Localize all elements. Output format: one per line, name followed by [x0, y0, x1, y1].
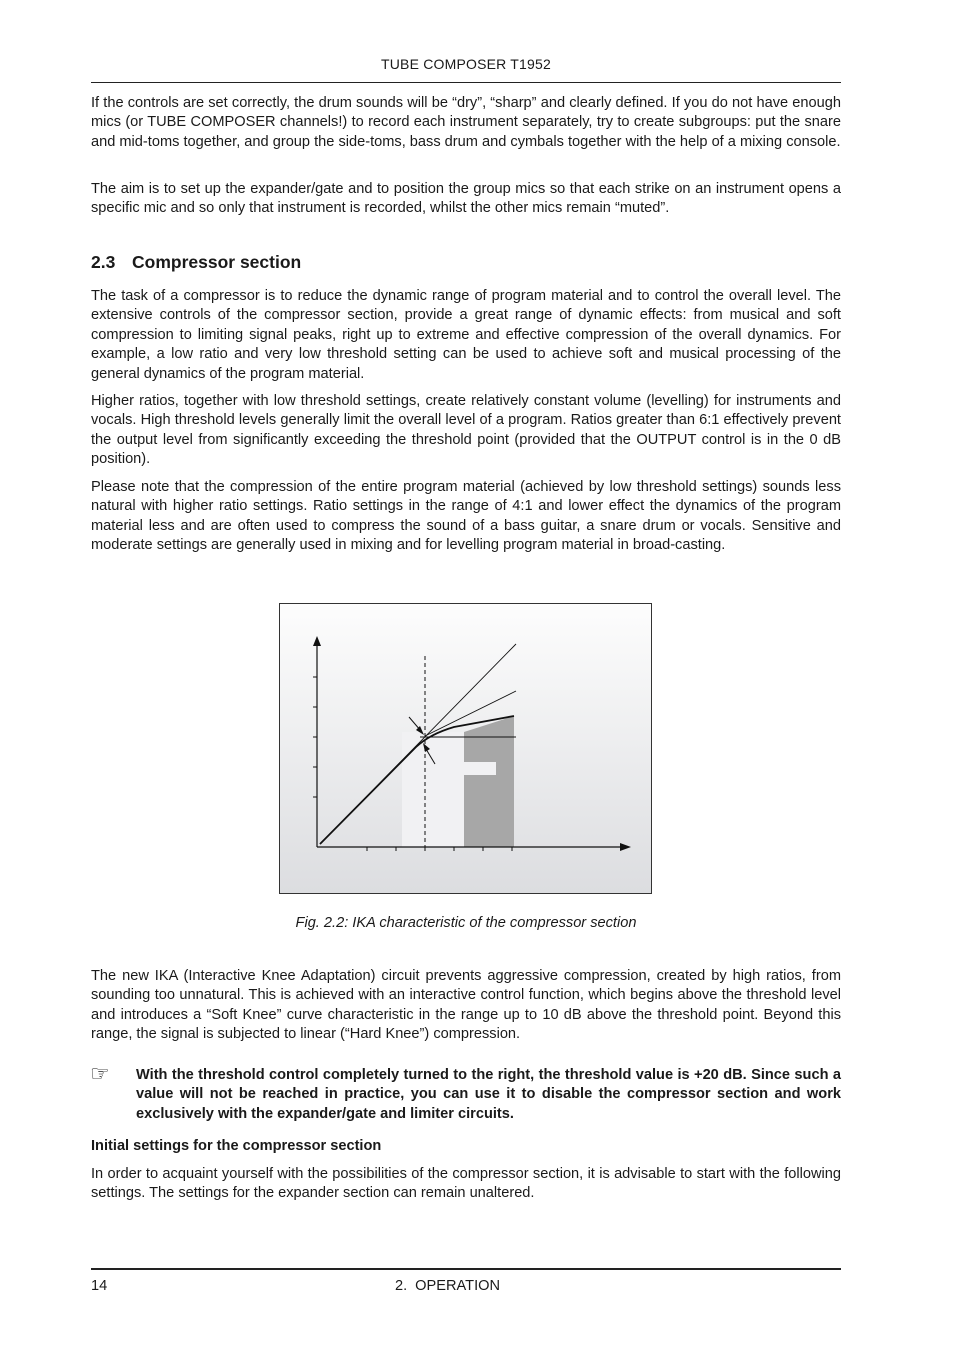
section-number: 2.3 [91, 252, 116, 272]
footer-rule [91, 1268, 841, 1270]
section-heading [91, 252, 301, 273]
paragraph-higher-ratios: Higher ratios, together with low threshold settings, create relatively constant volume (levelling) for instruments and vocals. High threshold levels generally limit the overall level of a program. Ratios greater than 6:1 effectively prevent the output level from significantly exceeding the threshold point (provided that the OUTPUT control is in the 0 dB position). [91, 393, 841, 468]
zone-notch [464, 762, 496, 775]
paragraph-drum-sounds: If the controls are set correctly, the drum sounds will be “dry”, “sharp” and clearly defined. If you do not have enough mics (or TUBE COMPOSER channels!) to record each instrument separately, try to create subgroups: put the snare and mid-toms together, and group the side-toms, bass drum and cymbals together with the help of a mixing console. [91, 95, 841, 150]
ika-characteristic-figure [279, 603, 652, 894]
hard-knee-zone [464, 716, 514, 847]
footer-section-title: OPERATION [415, 1278, 501, 1294]
section-title: Compressor section [132, 252, 302, 272]
pointing-hand-icon: ☞ [90, 1061, 110, 1086]
paragraph-compression-note: Please note that the compression of the entire program material (achieved by low threshold settings) sounds less natural with higher ratio settings. Ratio settings in the range of 4:1 and lower effect the dynamics of the program material less and are often used to compress the sound of a bass guitar, a snare drum or vocals. Sensitive and moderate settings are generally used in mixing and for levelling program material in broad-casting. [91, 479, 841, 554]
page-number: 14 [91, 1278, 108, 1294]
paragraph-initial-settings: In order to acquaint yourself with the possibilities of the compressor section, it is advisable to start with the following settings. The settings for the expander section can remain unaltered. [91, 1166, 841, 1202]
ika-characteristic-diagram [280, 604, 651, 893]
footer-section-number: 2. [395, 1278, 408, 1294]
subheading-initial-settings: Initial settings for the compressor section [91, 1138, 382, 1154]
paragraph-ika-circuit: The new IKA (Interactive Knee Adaptation) circuit prevents aggressive compression, created by high ratios, from sounding too unnatural. This is achieved with an interactive control function, which begins above the threshold level and introduces a “Soft Knee” curve characteristic in the range up to 10 dB above the threshold point. Beyond this range, the signal is subjected to linear (“Hard Knee”) compression. [91, 968, 841, 1043]
soft-knee-zone [402, 732, 464, 847]
paragraph-expander-aim: The aim is to set up the expander/gate and to position the group mics so that each strike on an instrument opens a specific mic and so only that instrument is recorded, whilst the other mics remain “muted”. [91, 181, 841, 217]
header-rule [91, 82, 841, 83]
footer-section [395, 1278, 500, 1294]
figure-caption: Fig. 2.2: IKA characteristic of the compressor section [295, 915, 637, 931]
running-header: TUBE COMPOSER T1952 [380, 56, 552, 72]
note-threshold-disable: With the threshold control completely turned to the right, the threshold value is +20 dB. Since such a value will not be reached in practice, you can use it to disable the compressor section and work exclusively with the expander/gate and limiter circuits. [136, 1067, 841, 1122]
paragraph-compressor-task: The task of a compressor is to reduce the dynamic range of program material and to control the overall level. The extensive controls of the compressor section, provide a great range of dynamic effects: from musical and soft compression to limiting signal peaks, right up to extreme and effective compression of the overall dynamics. For example, a low ratio and very low threshold setting can be used to achieve soft and musical processing of the general dynamics of the program material. [91, 288, 841, 382]
